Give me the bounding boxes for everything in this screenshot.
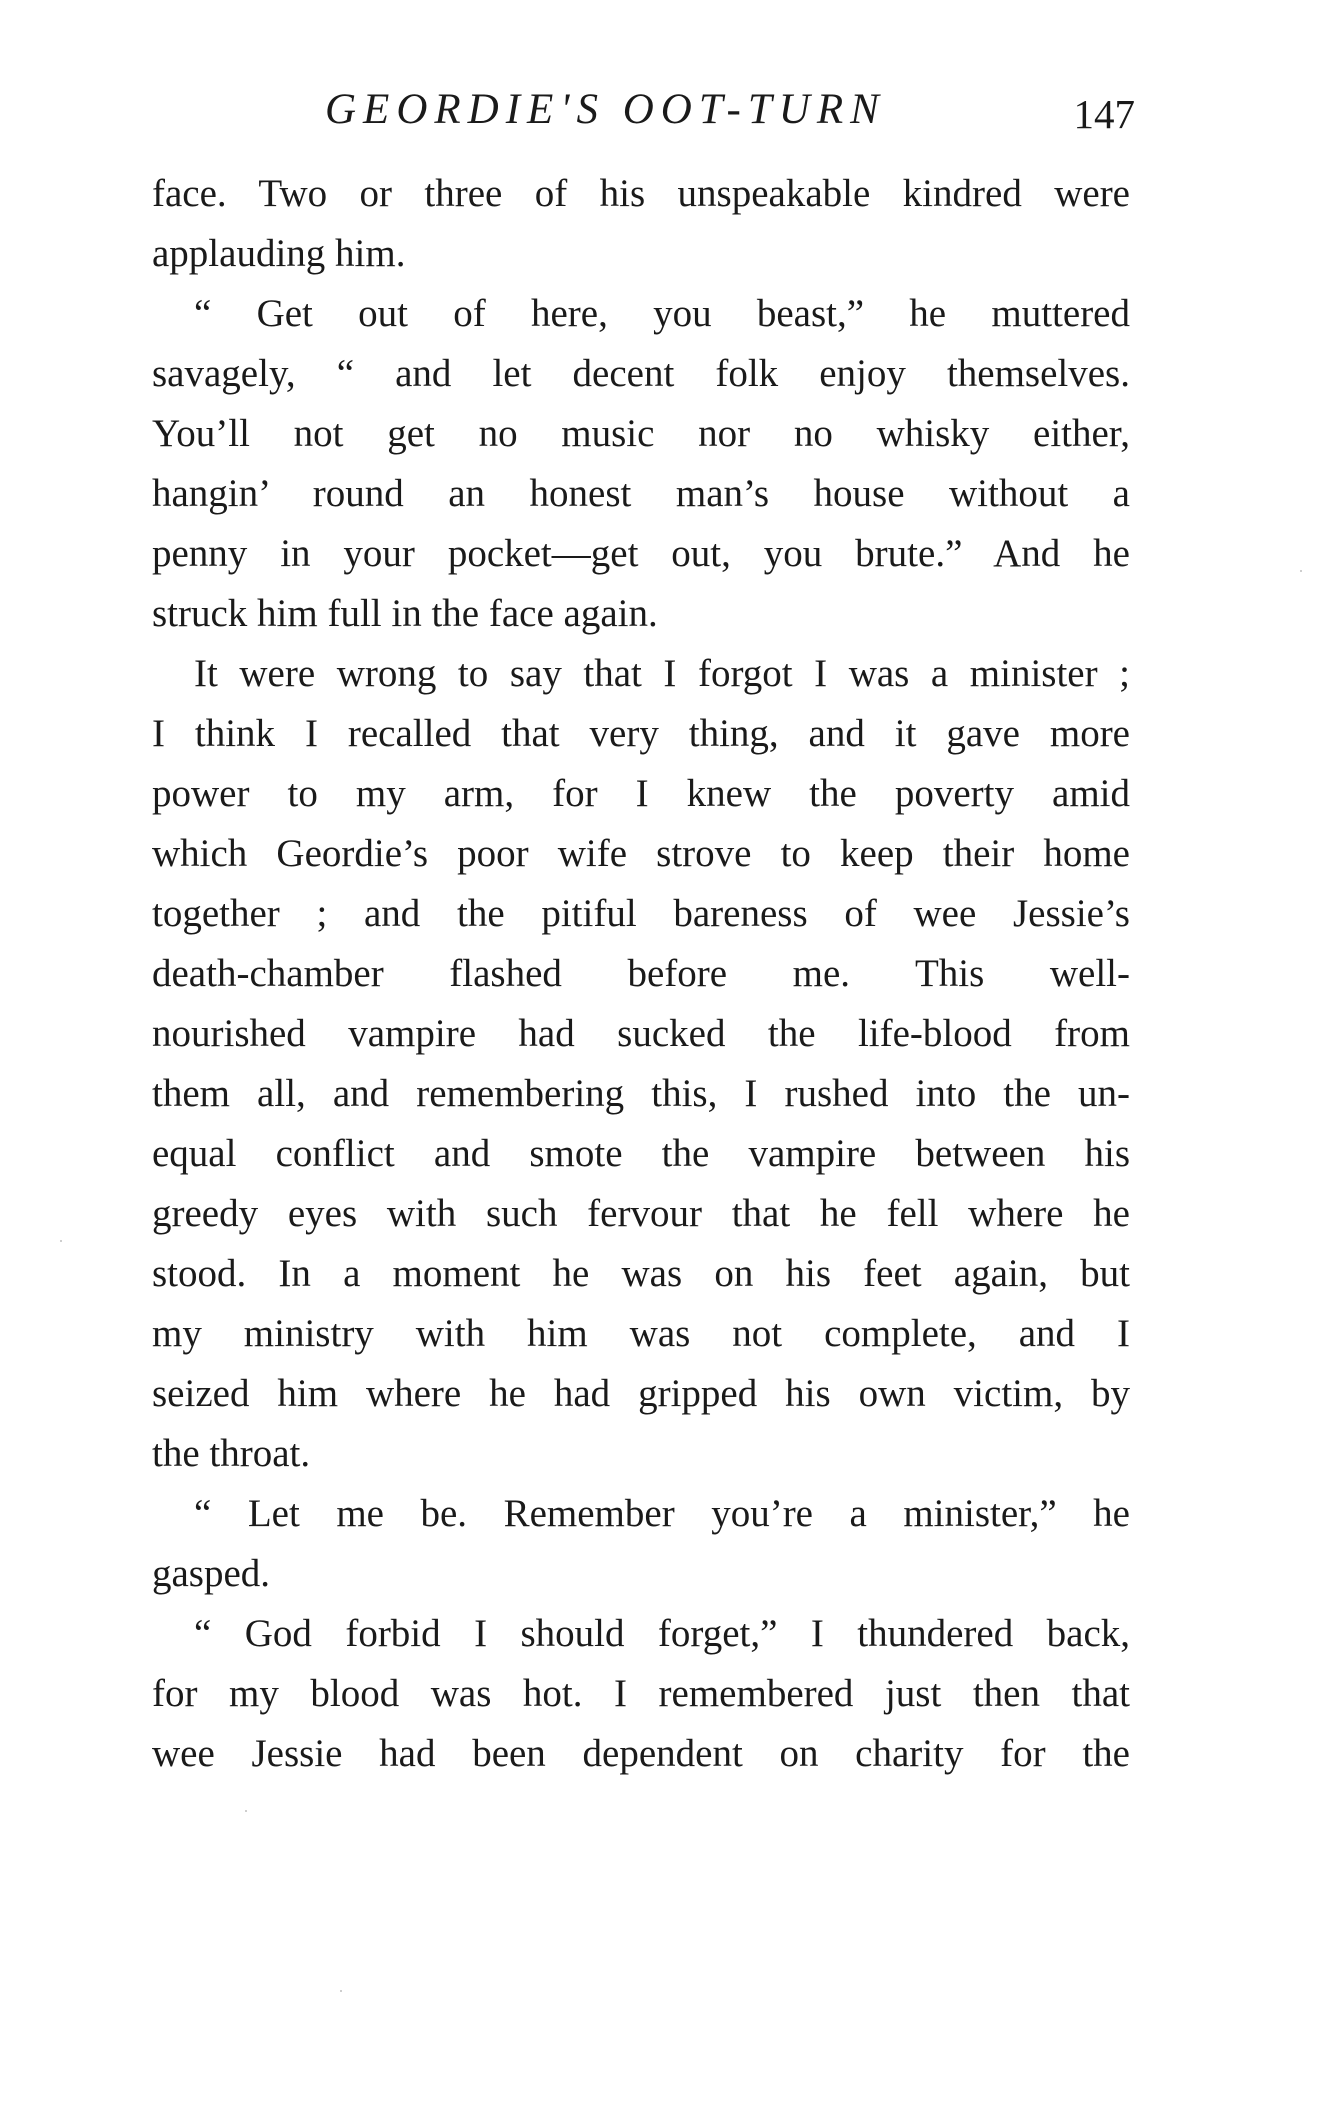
text-line: death-chamber flashed before me. This well- xyxy=(152,952,1130,995)
page-number: 147 xyxy=(1073,91,1135,137)
text-line: for my blood was hot. I remembered just then that xyxy=(152,1672,1130,1715)
paper-speck xyxy=(1300,570,1302,572)
text-line: gasped. xyxy=(152,1552,271,1595)
text-line: It were wrong to say that I forgot I was a minister ; xyxy=(194,652,1130,695)
text-line: power to my arm, for I knew the poverty amid xyxy=(152,772,1130,815)
running-title: GEORDIE'S OOT-TURN xyxy=(325,86,886,133)
text-line: applauding him. xyxy=(152,232,406,275)
text-line: “ Let me be. Remember you’re a minister,” he xyxy=(194,1492,1130,1535)
text-line: face. Two or three of his unspeakable kindred were xyxy=(152,172,1130,215)
text-line: my ministry with him was not complete, and I xyxy=(152,1312,1130,1355)
text-line: struck him full in the face again. xyxy=(152,592,658,635)
text-line: greedy eyes with such fervour that he fell where he xyxy=(152,1192,1130,1235)
paper-speck xyxy=(340,1990,342,1992)
text-line: which Geordie’s poor wife strove to keep their home xyxy=(152,832,1130,875)
text-line: stood. In a moment he was on his feet again, but xyxy=(152,1252,1130,1295)
body-text xyxy=(152,164,1130,1784)
text-line: penny in your pocket—get out, you brute.” And he xyxy=(152,532,1130,575)
text-line: “ God forbid I should forget,” I thundered back, xyxy=(194,1612,1130,1655)
text-line: savagely, “ and let decent folk enjoy themselves. xyxy=(152,352,1130,395)
text-line: “ Get out of here, you beast,” he muttered xyxy=(194,292,1130,335)
paper-speck xyxy=(245,1810,247,1812)
text-line: I think I recalled that very thing, and it gave more xyxy=(152,712,1130,755)
text-line: You’ll not get no music nor no whisky either, xyxy=(152,412,1130,455)
text-line: wee Jessie had been dependent on charity for the xyxy=(152,1732,1130,1775)
text-line: nourished vampire had sucked the life-blood from xyxy=(152,1012,1130,1055)
text-line: together ; and the pitiful bareness of wee Jessie’s xyxy=(152,892,1130,935)
text-line: the throat. xyxy=(152,1432,311,1475)
text-line: hangin’ round an honest man’s house without a xyxy=(152,472,1130,515)
text-line: seized him where he had gripped his own victim, by xyxy=(152,1372,1130,1415)
running-head xyxy=(150,80,1135,140)
text-line: equal conflict and smote the vampire between his xyxy=(152,1132,1130,1175)
paper-speck xyxy=(60,1240,62,1242)
text-line: them all, and remembering this, I rushed into the un- xyxy=(152,1072,1130,1115)
